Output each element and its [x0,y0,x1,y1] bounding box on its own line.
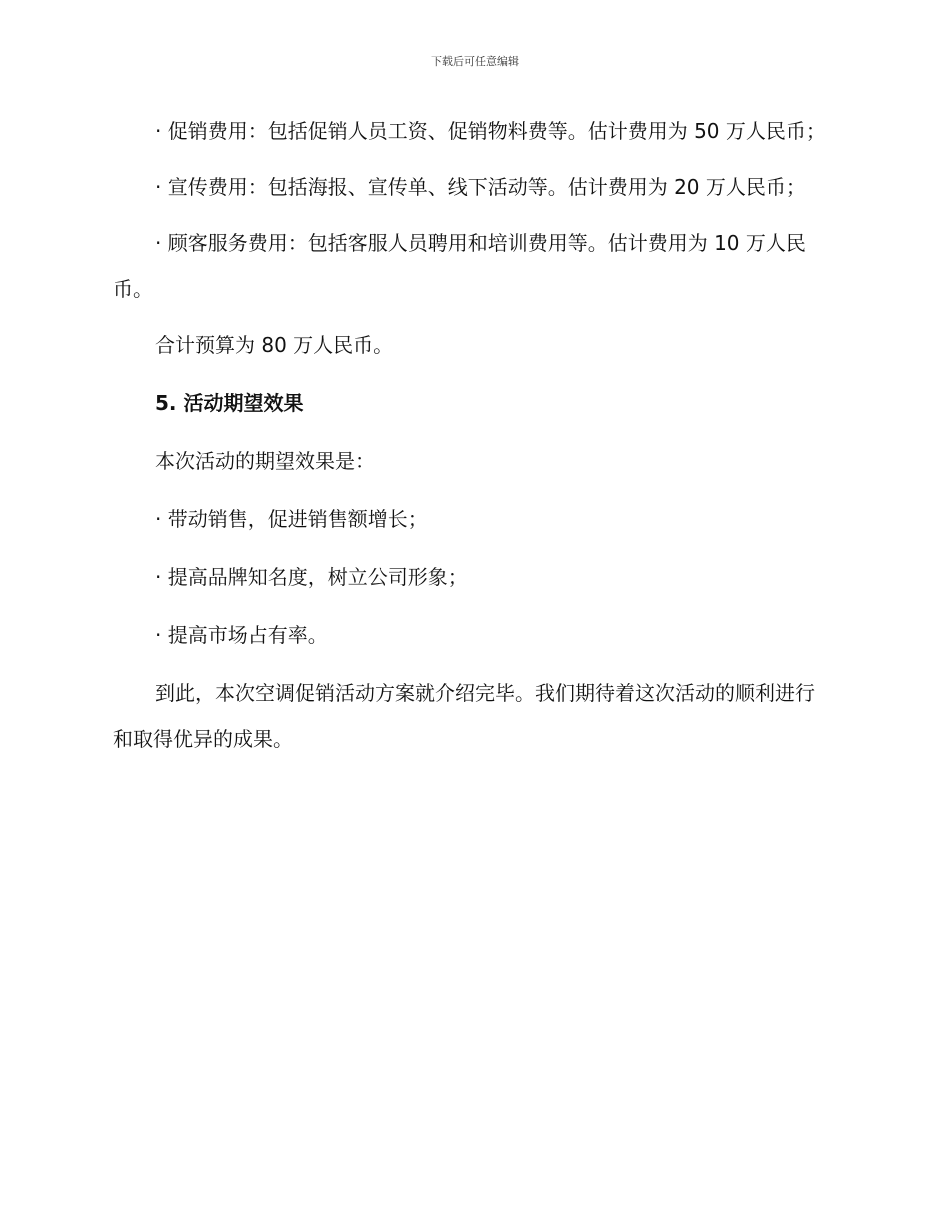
effect-item-brand: · 提高品牌知名度，树立公司形象； [155,565,468,589]
conclusion: 到此，本次空调促销活动方案就介绍完毕。我们期待着这次活动的顺利进行和取得优异的成果。 [113,681,815,751]
section-heading: 5. 活动期望效果 [155,391,304,415]
effects-intro: 本次活动的期望效果是： [155,449,375,473]
cost-item-promotion: · 促销费用：包括促销人员工资、促销物料费等。估计费用为 50 万人民币； [155,119,826,143]
cost-item-advertising: · 宣传费用：包括海报、宣传单、线下活动等。估计费用为 20 万人民币； [155,175,806,199]
effect-item-sales: · 带动销售，促进销售额增长； [155,507,428,531]
cost-item-customer-service: · 顾客服务费用：包括客服人员聘用和培训费用等。估计费用为 10 万人民币。 [113,231,806,301]
effect-item-market-share: · 提高市场占有率。 [155,623,328,647]
total-budget: 合计预算为 80 万人民币。 [155,333,394,357]
document-body [113,108,833,772]
page-header: 下载后可任意编辑 [431,55,519,68]
